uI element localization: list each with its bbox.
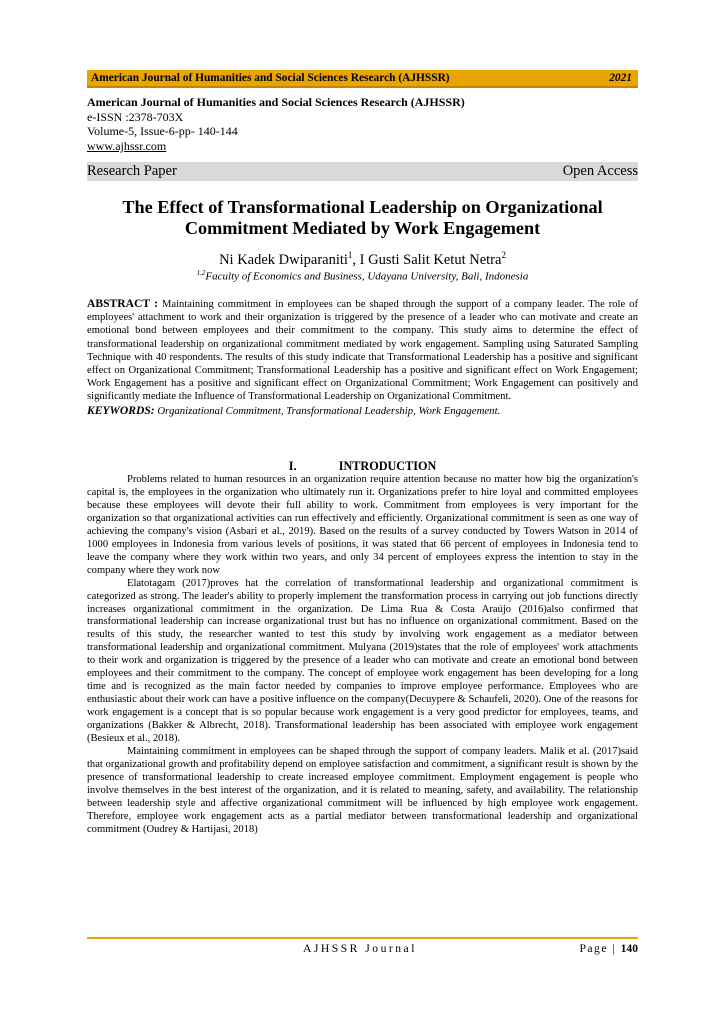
meta-website-link[interactable]: www.ajhssr.com	[87, 138, 167, 153]
abstract-text: Maintaining commitment in employees can be shaped through the support of a company leader. The role of employees' attachment to work and their organization is triggered by the presence of a leader who can motivate and create an emotional bond between employees and their commitment to the company. This study aims to determine the effect of transformational leadership on organizational commitment mediated by work engagement. Sampling using Saturated Sampling Technique with 40 respondents. The results of this study indicate that Transformational Leadership has a positive and significant effect on Organizational Commitment; Transformational Leadership has a positive and significant effect on Work Engagement; Work Engagement has a positive and significant effect on Organizational Commitment; Work Engagement can positively and significantly mediate the Influence of Transformational Leadership on Organizational Commitment.	[87, 299, 638, 403]
paragraph: Problems related to human resources in an organization require attention because no matter how big the organization's capital is, the employees in the organization who ultimately run it. Organizations prefer to hire loyal and committed employees because these employees will devote their full ability to work. Commitment from employees is very important for the organization so that organizational activities can run effectively and efficiently. Organizational commitment is seen as one way of achieving the company's vision (Asbari et al., 2019). Based on the results of a survey conducted by Towers Watson in 2014 of 1000 employees in Indonesia from various levels of positions, it was stated that 66 percent of employees in Indonesia tend to leave the company where they work within two years, and only 34 percent of employees express the intention to stay in the company where they work now	[87, 474, 638, 576]
article-type-bar	[87, 162, 638, 181]
section-heading	[87, 459, 638, 473]
author-2: I Gusti Salit Ketut Netra	[359, 251, 502, 268]
paper-title: The Effect of Transformational Leadership on Organizational Commitment Mediated by Work Engagement	[122, 197, 603, 238]
author-1: Ni Kadek Dwiparaniti	[219, 251, 348, 268]
authors	[87, 247, 638, 269]
author-2-sup: 2	[501, 250, 506, 260]
paragraph: Maintaining commitment in employees can be shaped through the support of company leaders. Malik et al. (2017)said that organizational growth and profitability depend on employee satisfaction and commitment, a significant result is shown by the presence of transformational leadership to create increased employee commitment. Employment engagement is people who involve themselves in the best interest of the organization, and it is related to meaning, safety, and availability. The relationship between leadership style and affective organizational commitment will be influenced by high employee work engagement. Therefore, employee work engagement acts as a partial mediator between transformational leadership and organizational commitment (Oudrey & Hartijasi, 2018)	[87, 746, 638, 835]
affiliation	[87, 267, 638, 284]
access-type: Open Access	[562, 163, 638, 179]
footer-journal: AJHSSR Journal	[303, 942, 417, 955]
affiliation-sup: 1,2	[196, 269, 206, 277]
running-header-journal: American Journal of Humanities and Social Sciences Research (AJHSSR)	[91, 72, 450, 84]
footer-divider	[87, 937, 638, 939]
journal-meta	[87, 95, 465, 153]
body-text	[87, 474, 638, 837]
meta-journal: American Journal of Humanities and Social Sciences Research (AJHSSR)	[87, 95, 465, 109]
author-separator: ,	[352, 251, 360, 268]
running-header	[87, 70, 638, 88]
abstract	[87, 297, 638, 418]
keywords	[87, 404, 638, 418]
author-1-sup: 1	[347, 250, 353, 260]
meta-issn: e-ISSN :2378-703X	[87, 109, 184, 124]
footer-page	[579, 942, 638, 956]
footer-page-label: Page |	[579, 942, 621, 955]
affiliation-text: Faculty of Economics and Business, Udayana University, Bali, Indonesia	[205, 270, 529, 283]
keywords-text: Organizational Commitment, Transformational Leadership, Work Engagement.	[154, 404, 501, 417]
running-header-year: 2021	[609, 72, 632, 84]
footer-page-number: 140	[620, 942, 638, 955]
meta-volume: Volume-5, Issue-6-pp- 140-144	[87, 124, 238, 139]
article-type: Research Paper	[87, 163, 177, 179]
keywords-label: KEYWORDS:	[87, 403, 155, 417]
paragraph: Elatotagam (2017)proves hat the correlation of transformational leadership and organizational commitment is categorized as strong. The leader's ability to properly implement the transformation process in carrying out job functions directly increases organizational commitment in the organization. De Lima Rua & Costa Araújo (2016)also confirmed that transformational leadership can increase organizational trust but has no influence on organizational commitment. Based on the results of this study, the researcher wanted to test this study by involving work engagement as a mediator between transformational leadership and organizational commitment. Mulyana (2019)states that the role of employees' work attachments to their work and organization is triggered by the presence of a leader who can motivate and create an emotional bond between employees and their commitment to the company. The concept of employee work engagement has been developing for a long time and is recognized as the main factor needed by companies to improve employee performance. Employees who are enthusiastic about their work can have a positive influence on the company(Decuypere & Schaufeli, 2020). One of the reasons for work engagement is a concept that is so popular because work engagement is a very good predictor for employees, teams, and organizations (Bakker & Albrecht, 2018). Transformational leadership has been associated with employee work engagement (Besieux et al., 2018).	[87, 577, 638, 745]
section-title: INTRODUCTION	[338, 459, 437, 473]
abstract-label: ABSTRACT :	[87, 297, 159, 310]
section-number: I.	[288, 459, 297, 473]
